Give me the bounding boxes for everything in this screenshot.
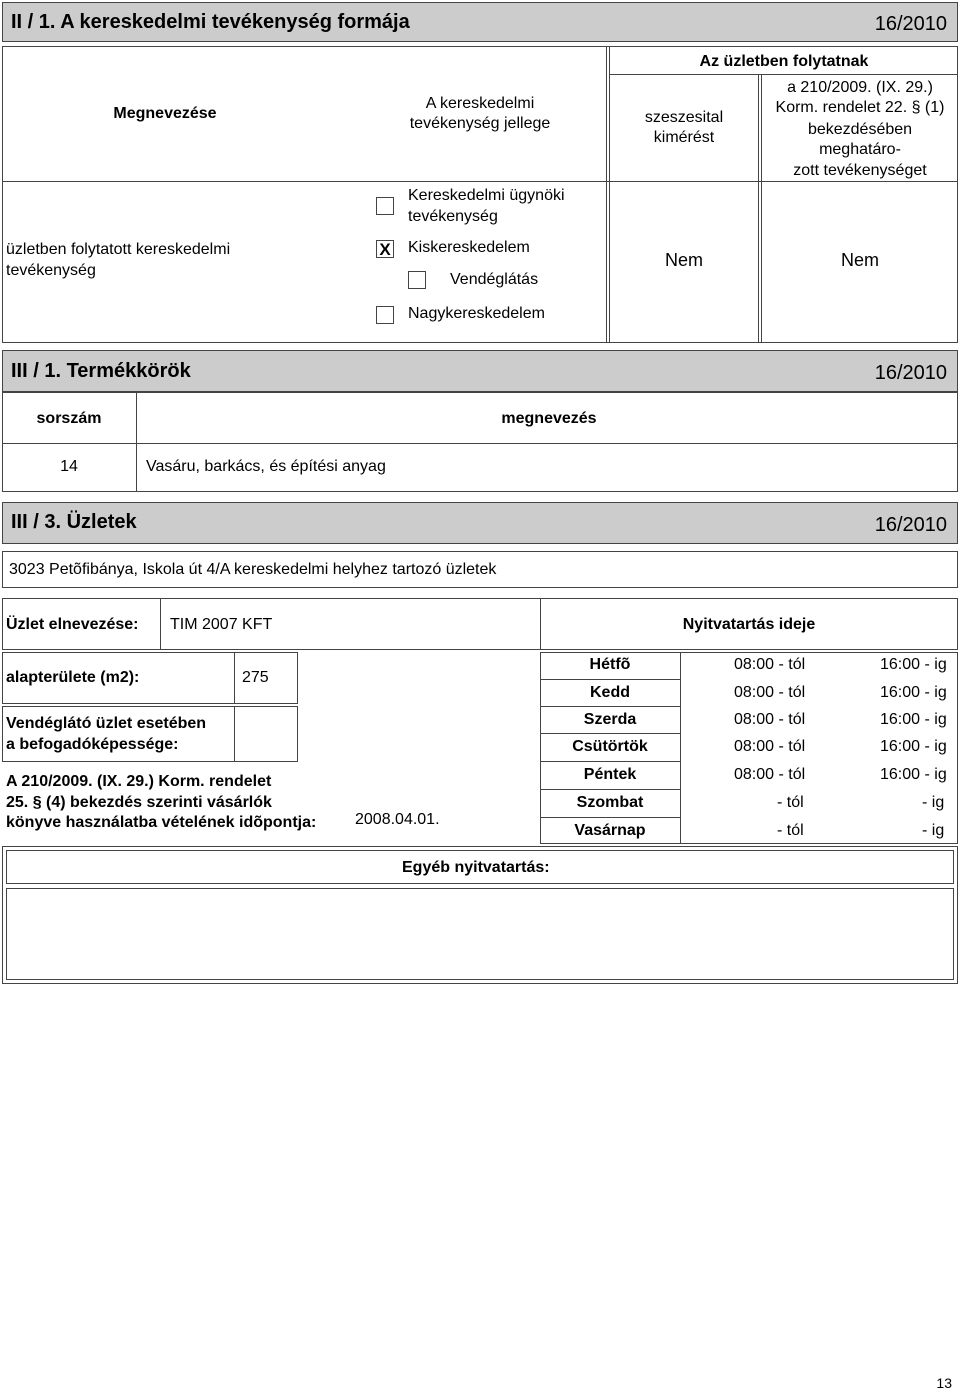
day-name: Hétfõ: [589, 656, 631, 673]
shop-name-label: Üzlet elnevezése:: [6, 616, 139, 633]
day-from: - tól: [777, 794, 804, 811]
section2-year: 16/2010: [874, 362, 947, 384]
divider: [2, 443, 958, 444]
col-number-header: sorszám: [36, 410, 102, 427]
row-label-1: üzletben folytatott kereskedelmi: [6, 241, 231, 258]
col-product-name-header: megnevezés: [501, 410, 597, 427]
col-decree-header-4: meghatáro-: [819, 141, 901, 158]
col-nature-header-2: tevékenység jellege: [409, 115, 551, 132]
day-name: Csütörtök: [572, 738, 648, 755]
section1-header: [2, 2, 958, 42]
activity-label-agent-2: tevékenység: [408, 208, 498, 225]
divider: [2, 181, 958, 182]
col-nature-header-1: A kereskedelmi: [425, 95, 535, 112]
day-to: 16:00 - ig: [880, 711, 947, 728]
day-to: 16:00 - ig: [880, 656, 947, 673]
section1-year: 16/2010: [874, 13, 947, 35]
divider: [758, 74, 759, 343]
activity-label-hospitality: Vendéglátás: [450, 271, 539, 288]
page-number: 13: [936, 1375, 952, 1391]
divider: [540, 679, 680, 680]
day-to: 16:00 - ig: [880, 766, 947, 783]
activity-label-agent-1: Kereskedelmi ügynöki: [408, 187, 565, 204]
divider: [540, 817, 680, 818]
shop-address: 3023 Petõfibánya, Iskola út 4/A kereskedelmi helyhez tartozó üzletek: [9, 561, 497, 578]
day-name: Szombat: [576, 794, 644, 811]
divider: [540, 761, 680, 762]
product-name: Vasáru, barkács, és építési anyag: [146, 458, 386, 475]
day-from: 08:00 - tól: [734, 684, 806, 701]
activity-label-wholesale: Nagykereskedelem: [408, 305, 545, 322]
day-from: 08:00 - tól: [734, 711, 806, 728]
col-alcohol-header-2: kimérést: [653, 129, 715, 146]
alcohol-value: Nem: [664, 250, 703, 270]
day-from: 08:00 - tól: [734, 656, 806, 673]
divider: [609, 74, 958, 75]
shop-conducts-header: Az üzletben folytatnak: [699, 53, 869, 70]
section3-header: [2, 502, 958, 544]
divider: [609, 46, 610, 343]
col-decree-header-1: a 210/2009. (IX. 29.): [787, 79, 933, 96]
divider: [680, 652, 681, 844]
col-decree-header-3: bekezdésében: [807, 121, 913, 138]
divider: [540, 733, 680, 734]
day-from: 08:00 - tól: [734, 738, 806, 755]
capacity-label-2: a befogadóképessége:: [6, 736, 179, 753]
activity-checkbox-wholesale[interactable]: [376, 306, 394, 324]
other-hours-value-box: [6, 888, 954, 980]
day-to: 16:00 - ig: [880, 684, 947, 701]
day-name: Vasárnap: [574, 822, 646, 839]
activity-checkbox-agent[interactable]: [376, 197, 394, 215]
section2-title: III / 1. Termékkörök: [11, 360, 191, 382]
col-name-header: Megnevezése: [113, 105, 217, 122]
col-alcohol-header-1: szeszesital: [644, 109, 724, 126]
divider: [160, 598, 161, 650]
day-name: Szerda: [583, 711, 637, 728]
day-name: Kedd: [590, 684, 630, 701]
decree-value: Nem: [840, 250, 879, 270]
section1-title: II / 1. A kereskedelmi tevékenység formája: [11, 11, 410, 33]
activity-label-retail: Kiskereskedelem: [408, 239, 530, 256]
shop-name-value: TIM 2007 KFT: [170, 616, 273, 633]
decree-label-1: A 210/2009. (IX. 29.) Korm. rendelet: [6, 773, 272, 790]
section3-title: III / 3. Üzletek: [11, 511, 137, 533]
day-to: - ig: [922, 794, 945, 811]
decree-label-2: 25. § (4) bekezdés szerinti vásárlók: [6, 794, 272, 811]
divider: [540, 789, 680, 790]
day-name: Péntek: [583, 766, 637, 783]
opening-hours-label: Nyitvatartás ideje: [682, 616, 816, 633]
divider: [136, 392, 137, 492]
col-decree-header-5: zott tevékenységet: [793, 162, 927, 179]
address-box: [2, 551, 958, 588]
day-to: 16:00 - ig: [880, 738, 947, 755]
divider: [606, 46, 607, 343]
section2-header: [2, 350, 958, 392]
day-to: - ig: [922, 822, 945, 839]
section3-year: 16/2010: [874, 514, 947, 536]
capacity-label-1: Vendéglátó üzlet esetében: [6, 715, 207, 732]
col-decree-header-2: Korm. rendelet 22. § (1): [775, 99, 945, 116]
product-table: [2, 392, 958, 492]
decree-date: 2008.04.01.: [355, 811, 440, 828]
row-label-2: tevékenység: [6, 262, 96, 279]
day-from: - tól: [777, 822, 804, 839]
other-hours-label: Egyéb nyitvatartás:: [402, 859, 550, 876]
decree-label-3: könyve használatba vételének idõpontja:: [6, 814, 317, 831]
day-from: 08:00 - tól: [734, 766, 806, 783]
area-label: alapterülete (m2):: [6, 669, 140, 686]
activity-checkbox-retail[interactable]: X: [376, 240, 394, 258]
divider: [234, 652, 235, 704]
product-number: 14: [60, 458, 78, 475]
divider: [540, 706, 680, 707]
activity-checkbox-hospitality[interactable]: [408, 271, 426, 289]
divider: [234, 706, 235, 762]
area-value: 275: [242, 669, 269, 686]
